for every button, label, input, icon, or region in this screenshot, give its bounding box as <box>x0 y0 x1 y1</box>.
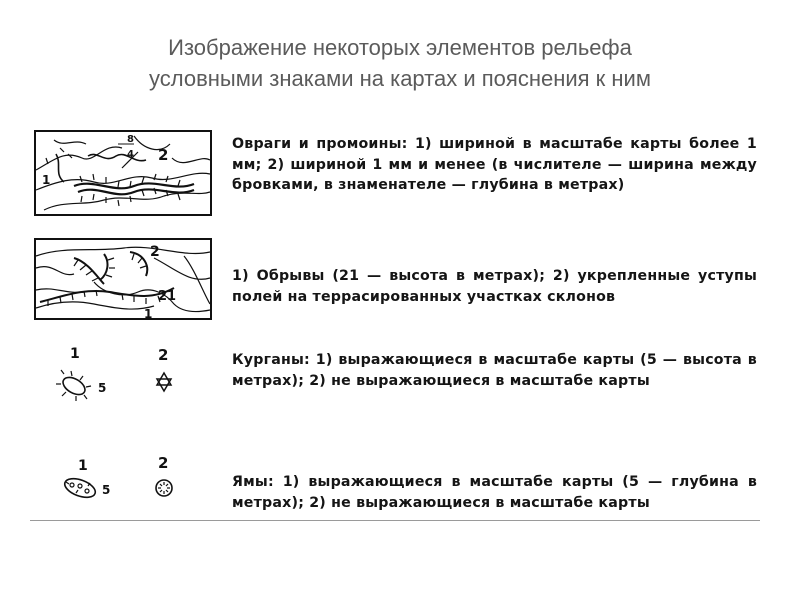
ravine-width-numerator: 8 <box>127 134 134 145</box>
title-line-2: условными знаками на картах и пояснения к ним <box>149 66 651 91</box>
barrow-height-label: 5 <box>98 381 107 395</box>
title-line-1: Изображение некоторых элементов рельефа <box>168 35 632 60</box>
pit-description: Ямы: 1) выражающиеся в масштабе карты (5 — глубина в метрах); 2) не выражающиеся в масштабе карты <box>232 474 757 511</box>
pit-symbol <box>56 452 186 508</box>
cliff-description: 1) Обрывы (21 — высота в метрах); 2) укрепленные уступы полей на террасированных участках склонов <box>232 268 757 305</box>
ravine-number-2: 2 <box>158 146 169 164</box>
barrow-description: Курганы: 1) выражающиеся в масштабе карты (5 — высота в метрах); 2) не выражающиеся в масштабе карты <box>232 352 757 389</box>
ravine-symbol <box>34 130 212 216</box>
ravine-number-1: 1 <box>42 173 51 187</box>
ravine-depth-denominator: 4 <box>127 149 134 160</box>
cliff-number-2: 2 <box>150 244 160 260</box>
barrow-number-1: 1 <box>70 346 80 362</box>
page-title <box>0 32 800 94</box>
bottom-divider <box>30 520 760 521</box>
cliff-height-label: 21 <box>158 289 177 304</box>
cliff-number-1: 1 <box>144 307 153 320</box>
cliff-symbol <box>34 238 212 320</box>
barrow-symbol <box>56 342 186 408</box>
ravine-description: Овраги и промоины: 1) шириной в масштабе карты более 1 мм; 2) шириной 1 мм и менее (в числителе — ширина между бровками, в знаменателе — глубина в метрах) <box>232 136 757 193</box>
pit-number-1: 1 <box>78 458 88 474</box>
pit-depth-label: 5 <box>102 483 111 497</box>
pit-number-2: 2 <box>158 454 169 472</box>
barrow-number-2: 2 <box>158 346 169 364</box>
